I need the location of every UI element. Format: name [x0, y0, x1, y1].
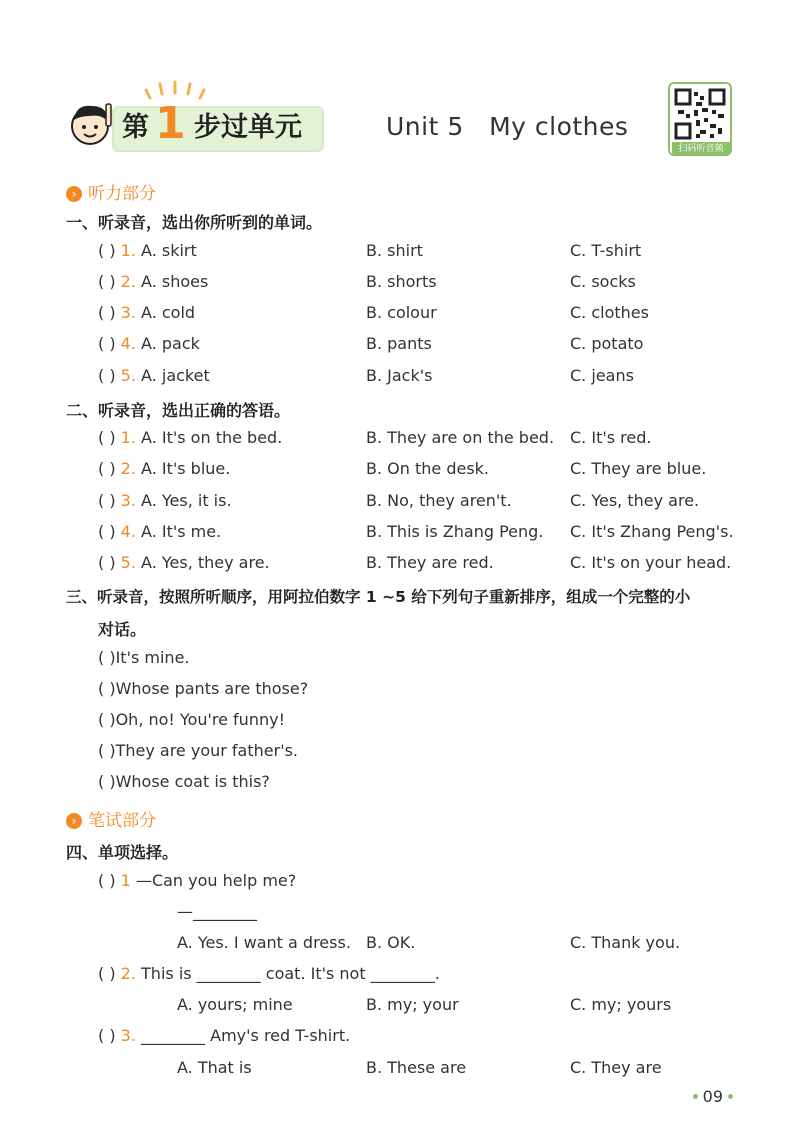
option-c: C. T-shirt: [570, 241, 642, 260]
option-c: C. It's on your head.: [570, 553, 732, 572]
list-item: ( ) 2. A. shoes: [98, 272, 209, 291]
option-c: C. It's Zhang Peng's.: [570, 522, 734, 541]
option-b: B. They are on the bed.: [366, 428, 555, 447]
option-b: B. shorts: [366, 272, 437, 291]
list-item: ( ) 5. A. jacket: [98, 366, 210, 385]
part4-title: 四、单项选择。: [66, 843, 179, 862]
list-item: ( )Whose coat is this?: [98, 772, 270, 791]
option-b: B. my; your: [366, 995, 459, 1014]
part3-title-cont: 对话。: [98, 620, 147, 639]
chevron-right-icon: ›: [66, 186, 82, 202]
list-item: ( )Whose pants are those?: [98, 679, 309, 698]
banner-suffix: 步过单元: [194, 112, 302, 143]
option-a: A. That is: [177, 1058, 252, 1077]
option-a: A. yours; mine: [177, 995, 293, 1014]
banner-prefix: 第: [122, 112, 149, 143]
option-c: C. Thank you.: [570, 933, 681, 952]
list-item: ( )Oh, no! You're funny!: [98, 710, 285, 729]
list-item: ( ) 4. A. It's me.: [98, 522, 222, 541]
answer-blank: —________: [177, 902, 257, 921]
dot-icon: [693, 1094, 698, 1099]
option-c: C. jeans: [570, 366, 634, 385]
option-c: C. They are: [570, 1058, 662, 1077]
list-item: ( ) 5. A. Yes, they are.: [98, 553, 270, 572]
unit-title: Unit 5 My clothes: [386, 112, 629, 141]
qr-caption: 扫码听音频: [672, 142, 730, 156]
list-item: ( ) 3. A. Yes, it is.: [98, 491, 232, 510]
list-item: ( )It's mine.: [98, 648, 190, 667]
option-c: C. They are blue.: [570, 459, 707, 478]
option-c: C. clothes: [570, 303, 649, 322]
option-c: C. It's red.: [570, 428, 652, 447]
list-item: ( ) 1. A. It's on the bed.: [98, 428, 283, 447]
option-c: C. potato: [570, 334, 644, 353]
list-item: ( ) 1 —Can you help me?: [98, 871, 297, 890]
option-b: B. colour: [366, 303, 437, 322]
option-b: B. OK.: [366, 933, 416, 952]
section-listening: › 听力部分: [66, 179, 156, 204]
list-item: ( )They are your father's.: [98, 741, 299, 760]
dot-icon: [728, 1094, 733, 1099]
list-item: ( ) 2. A. It's blue.: [98, 459, 231, 478]
list-item: ( ) 4. A. pack: [98, 334, 200, 353]
option-c: C. socks: [570, 272, 636, 291]
option-b: B. These are: [366, 1058, 467, 1077]
banner-number: 1: [155, 98, 186, 149]
part1-title: 一、听录音，选出你所听到的单词。: [66, 213, 323, 232]
sun-rays: [140, 80, 210, 100]
option-b: B. Jack's: [366, 366, 433, 385]
part3-title: 三、听录音，按照所听顺序，用阿拉伯数字 1 ~5 给下列句子重新排序，组成一个完整的小: [66, 588, 691, 606]
option-b: B. They are red.: [366, 553, 494, 572]
header-mascot: [66, 96, 118, 154]
part2-title: 二、听录音，选出正确的答语。: [66, 401, 291, 420]
option-c: C. my; yours: [570, 995, 672, 1014]
page-number: 09: [688, 1087, 738, 1106]
section-writing: › 笔试部分: [66, 806, 156, 831]
list-item: ( ) 3. A. cold: [98, 303, 196, 322]
option-b: B. On the desk.: [366, 459, 489, 478]
option-b: B. shirt: [366, 241, 423, 260]
option-b: B. No, they aren't.: [366, 491, 512, 510]
list-item: ( ) 3. ________ Amy's red T-shirt.: [98, 1026, 351, 1045]
option-b: B. pants: [366, 334, 432, 353]
chevron-right-icon: ›: [66, 813, 82, 829]
option-c: C. Yes, they are.: [570, 491, 700, 510]
option-b: B. This is Zhang Peng.: [366, 522, 544, 541]
list-item: ( ) 2. This is ________ coat. It's not ________.: [98, 964, 440, 983]
option-a: A. Yes. I want a dress.: [177, 933, 351, 952]
list-item: ( ) 1. A. skirt: [98, 241, 197, 260]
